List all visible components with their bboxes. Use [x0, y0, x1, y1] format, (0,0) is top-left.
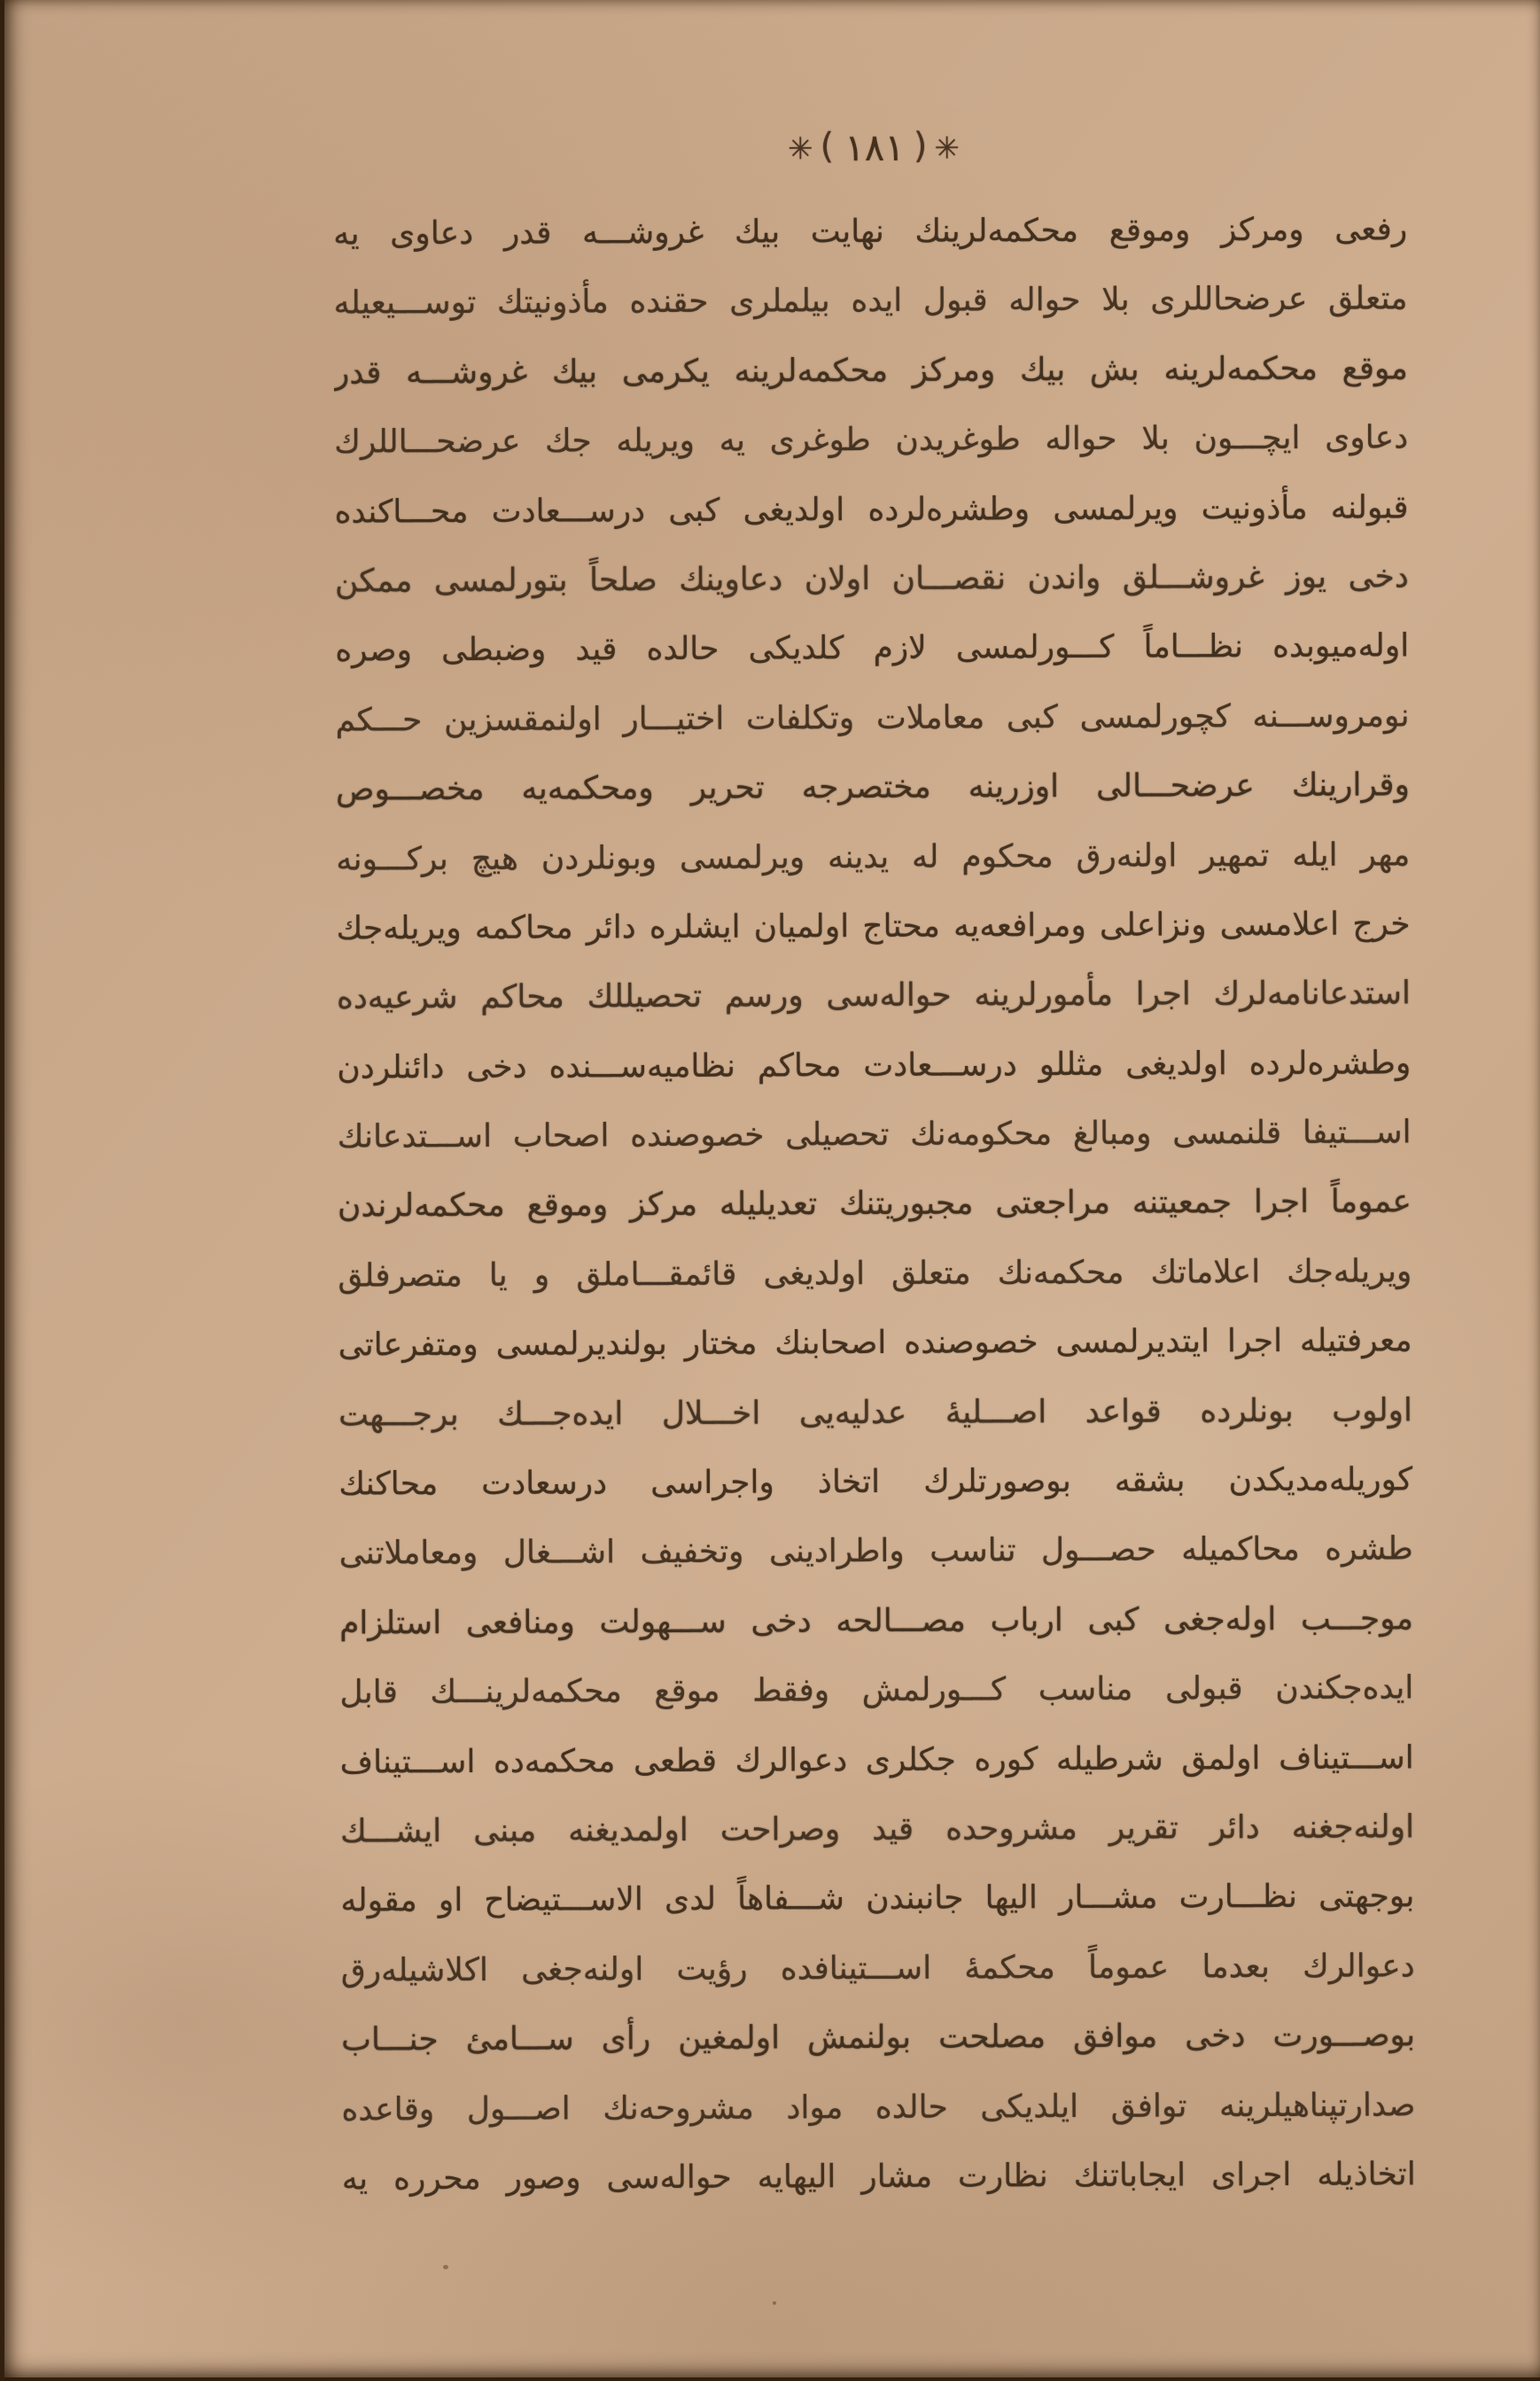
text-line: معرفتيله اجرا ايتديرلمسى خصوصنده اصحابنك مختار بولنديرلمسى ومتفرعاتى	[338, 1322, 1412, 1364]
text-line: اســـتيناف اولمق شرطيله كوره جكلرى دعوالرك قطعى محكمه‌ده اســـتيناف	[339, 1739, 1414, 1781]
page-number-row	[338, 124, 1412, 171]
text-line: بوصـــورت دخى موافق مصلحت بولنمش اولمغين رأى ســـامئ جنـــاب	[341, 2017, 1416, 2058]
page-number: ١٨١	[844, 125, 905, 170]
text-line: صدارتپناهيلرينه توافق ايلديكى حالده مواد مشروحه‌نك اصـــول وقاعده	[341, 2086, 1416, 2128]
text-line: رفعى ومركز وموقع محكمه‌لرينك نهايت بيك غروشـــه قدر دعاوى يه	[333, 211, 1408, 253]
text-line: ايده‌جكندن قبولى مناسب كـــورلمش وفقط موقع محكمه‌لرينـــك قابل	[339, 1669, 1414, 1711]
text-line: اتخاذيله اجراى ايجاباتنك نظارت مشار اليهايه حواله‌سى وصور محرره يه	[341, 2156, 1416, 2198]
text-line: وقرارينك عرضحـــالى اوزرينه مختصرجه تحرير ومحكمه‌يه مخصـــوص	[335, 766, 1411, 808]
text-line: موجـــب اوله‌جغى كبى ارباب مصـــالحه دخى ســـهولت ومنافعى استلزام	[338, 1600, 1414, 1642]
text-line: كوريله‌مديكدن بشقه بوصورتلرك اتخاذ واجراسى درسعادت محاكنك	[338, 1461, 1413, 1503]
text-line: دعاوى ايچـــون بلا حواله طوغريدن طوغرى يه ويريله جك عرضحـــاللرك	[334, 419, 1409, 461]
text-line: عموماً اجرا جمعيتنه مراجعتى مجبوريتنك تعديليله مركز وموقع محكمه‌لرندن	[337, 1183, 1412, 1226]
text-line: موقع محكمه‌لرينه بش بيك ومركز محكمه‌لرينه يكرمى بيك غروشـــه قدر	[333, 350, 1408, 392]
ornament-curve-close: )	[913, 125, 929, 167]
paper-speck	[443, 2265, 448, 2269]
text-line: مهر ايله تمهير اولنه‌رق محكوم له يدينه ويرلمسى وبونلردن هيچ بركـــونه	[336, 836, 1411, 878]
paper-speck	[773, 2301, 776, 2305]
text-line: استدعانامه‌لرك اجرا مأمورلرينه حواله‌سى ورسم تحصيللك محاكم شرعيه‌ده	[336, 975, 1412, 1016]
text-line: اولنه‌جغنه دائر تقرير مشروحده قيد وصراحت اولمديغنه مبنى ايشـــك	[339, 1809, 1415, 1850]
floral-ornament-left-icon: ✳	[787, 131, 815, 167]
text-line: دعوالرك بعدما عموماً محكمهٔ اســـتينافده رؤيت اولنه‌جغى اكلاشيله‌رق	[340, 1948, 1415, 1989]
text-line: ويريله‌جك اعلاماتك محكمه‌نك متعلق اولديغى قائمقـــاملق و يا متصرفلق	[338, 1253, 1412, 1295]
text-line: وطشره‌لرده اولديغى مثللو درســـعادت محاكم نظاميه‌ســـنده دخى دائنلردن	[337, 1045, 1412, 1086]
ornament-curve-open: (	[820, 126, 836, 167]
text-block	[333, 195, 1416, 2214]
text-line: نومروســـنه كچورلمسى كبى معاملات وتكلفات اختيـــار اولنمقسزين حـــكم	[335, 697, 1410, 739]
floral-ornament-right-icon: ✳	[934, 130, 962, 167]
text-line: اولوب بونلرده قواعد اصـــليهٔ عدليه‌يى اخـــلال ايده‌جـــك برجـــهت	[338, 1391, 1413, 1434]
text-line: اوله‌ميوبده نظـــاماً كـــورلمسى لازم كلديكى حالده قيد وضبطى وصره	[335, 627, 1410, 669]
text-line: خرج اعلامسى ونزاعلى ومرافعه‌يه محتاج اولميان ايشلره دائر محاكمه ويريله‌جك	[336, 906, 1411, 947]
text-line: طشره محاكميله حصـــول تناسب واطرادينى وتخفيف اشـــغال ومعاملاتنى	[338, 1530, 1413, 1573]
text-line: متعلق عرضحاللرى بلا حواله قبول ايده بيلملرى حقنده مأذونيتك توســـيعيله	[333, 280, 1408, 323]
text-line: اســـتيفا قلنمسى ومبالغ محكومه‌نك تحصيلى خصوصنده اصحاب اســـتدعانك	[337, 1114, 1412, 1155]
text-line: دخى يوز غروشـــلق واندن نقصـــان اولان دعاوينك صلحاً بتورلمسى ممكن	[334, 558, 1410, 600]
text-line: بوجهتى نظـــارت مشـــار اليها جانبندن شـــفاهاً لدى الاســـتيضاح او مقوله	[340, 1878, 1415, 1920]
text-line: قبولنه مأذونيت ويرلمسى وطشره‌لرده اولديغى كبى درســـعادت محـــاكنده	[334, 488, 1409, 531]
